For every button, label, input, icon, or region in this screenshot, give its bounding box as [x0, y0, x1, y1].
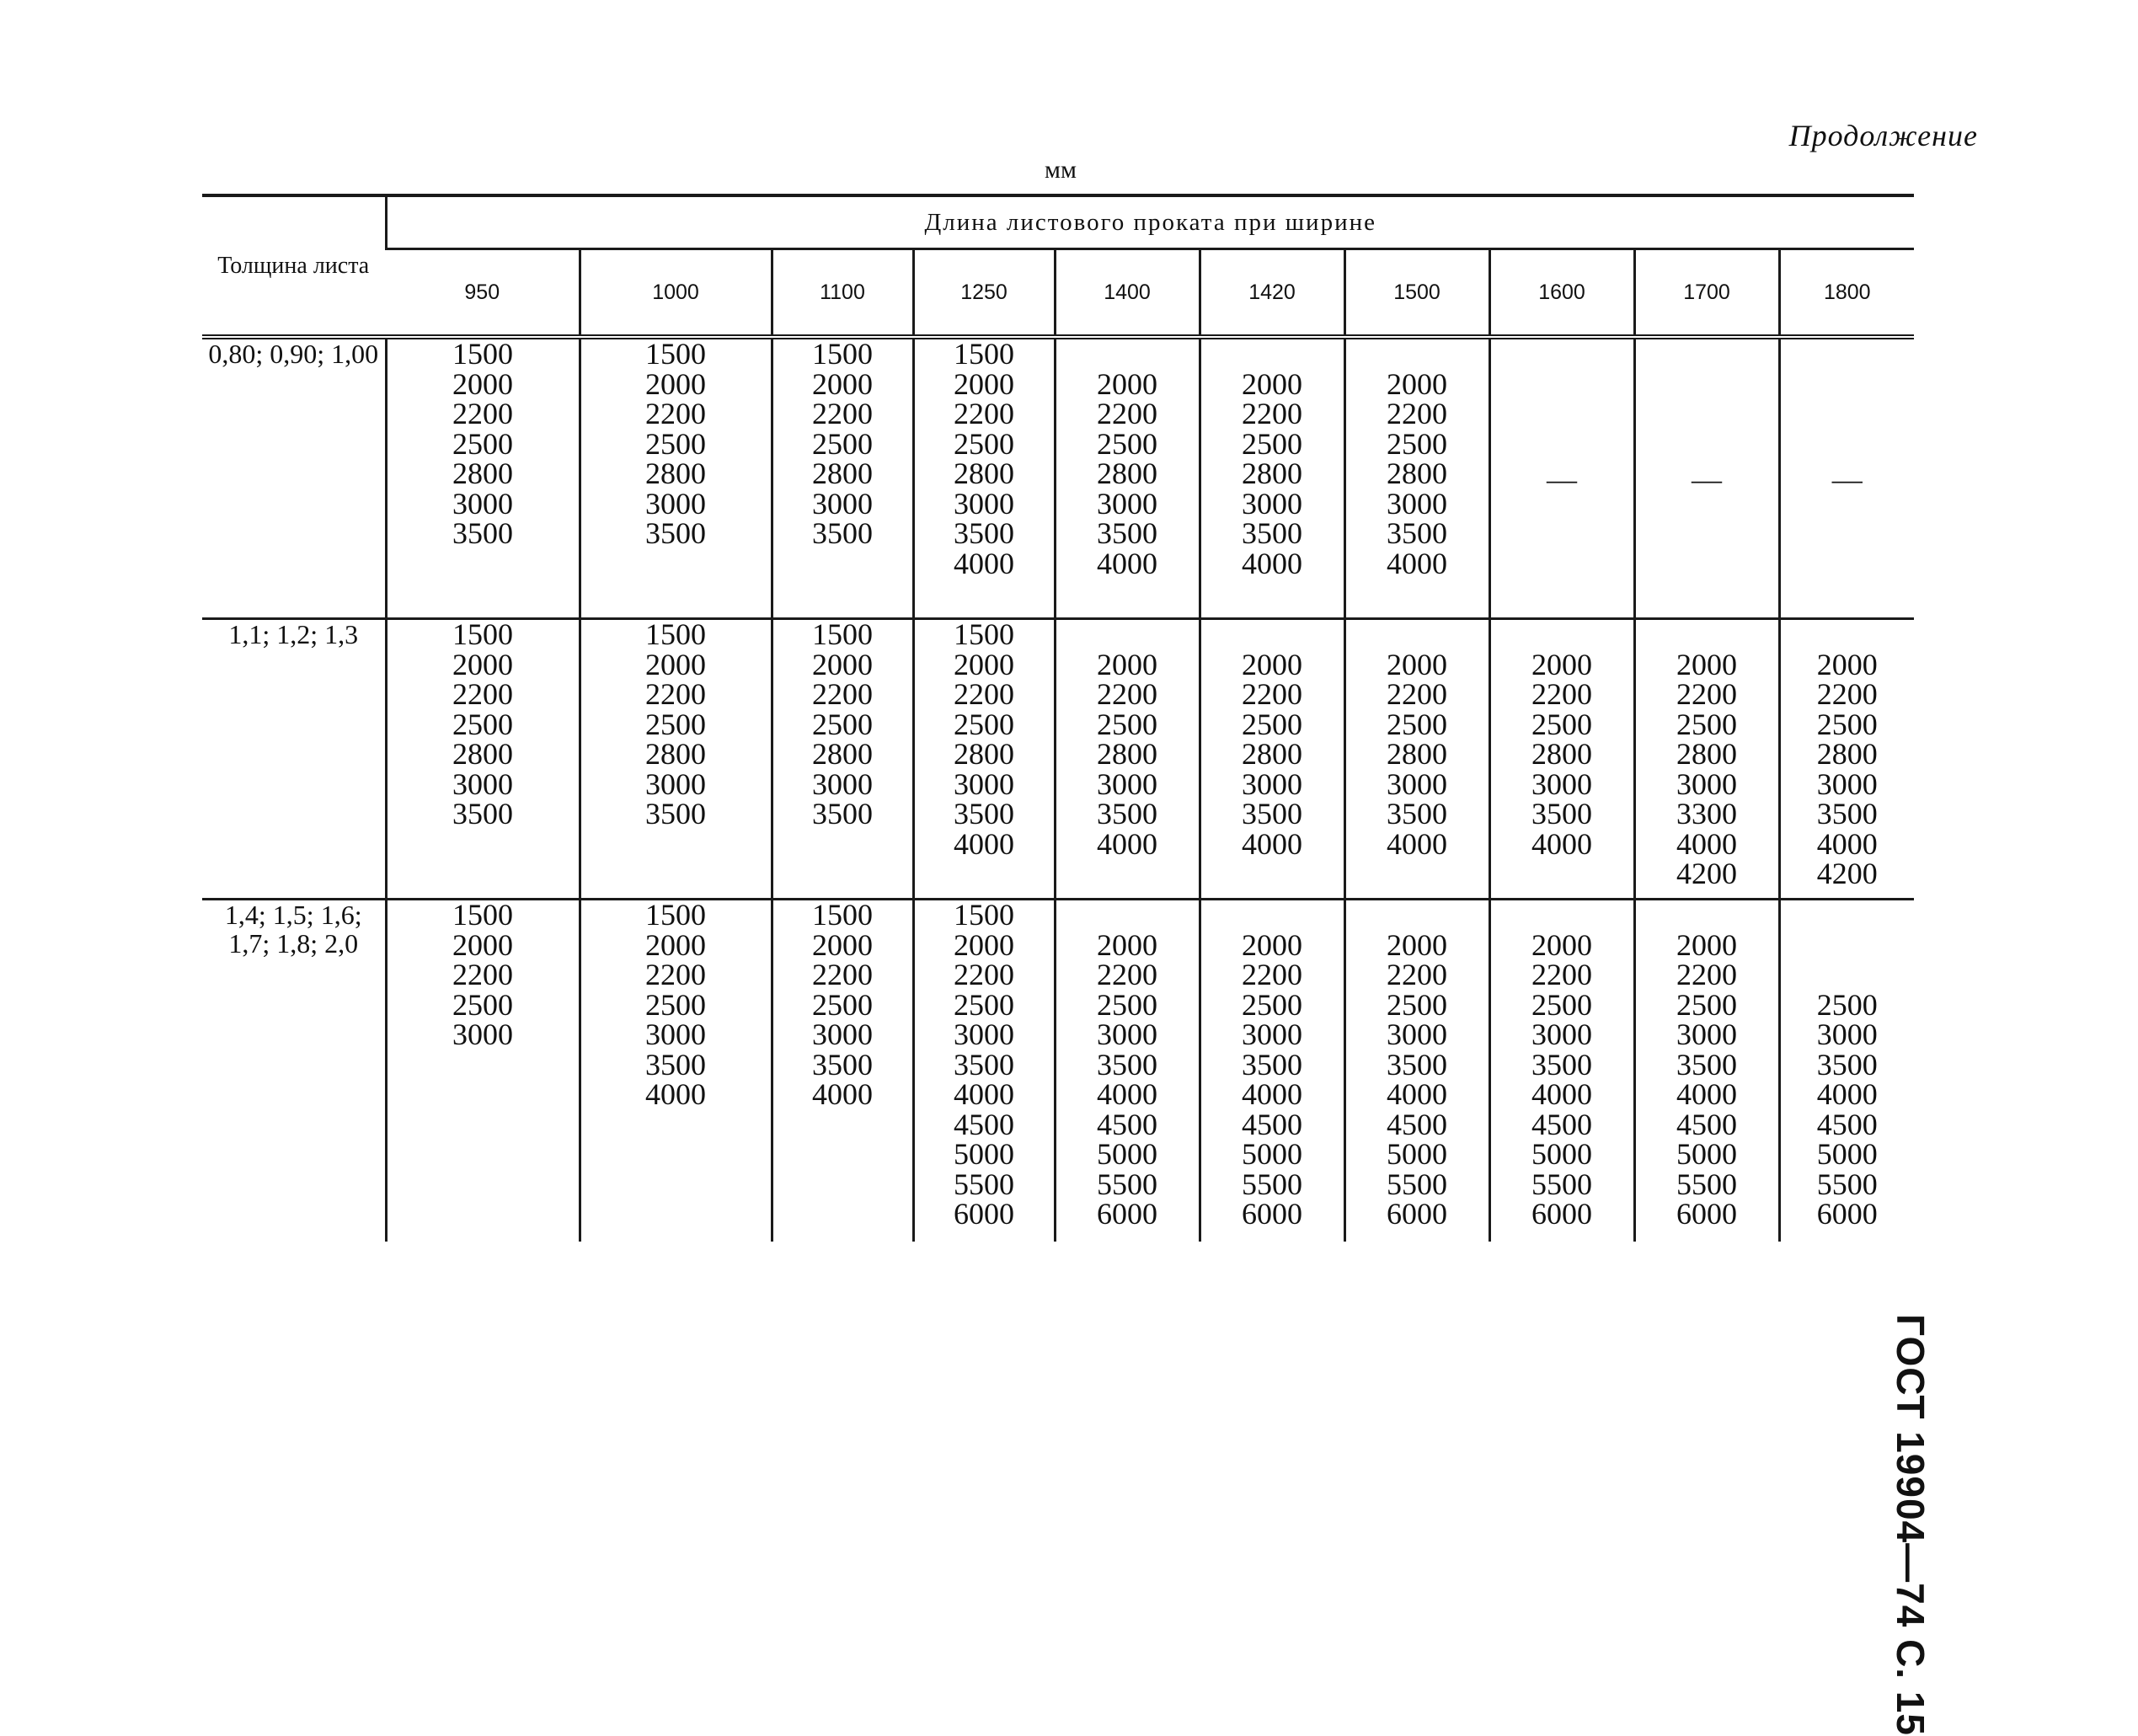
length-value: 2800: [645, 457, 706, 490]
length-value: 2200: [812, 397, 873, 430]
length-value: 1500: [645, 898, 706, 932]
length-value: 2500: [452, 987, 513, 1022]
length-value: 6000: [1242, 1197, 1302, 1231]
length-value: 2000: [954, 366, 1014, 401]
length-value: 3000: [1676, 1018, 1737, 1051]
length-list: [1781, 900, 1915, 1230]
length-value: 2800: [1676, 737, 1737, 771]
length-cell: [1055, 619, 1200, 900]
length-cell: [913, 337, 1055, 619]
length-value: 4500: [1387, 1107, 1447, 1141]
length-value: 4000: [1816, 826, 1878, 861]
length-value: 2000: [452, 366, 513, 401]
length-value: 1500: [645, 617, 706, 651]
document-side-label: ГОСТ 19904—74 С. 15: [1889, 1314, 1932, 1736]
length-value: 3500: [1816, 1047, 1878, 1082]
length-value: 3500: [1242, 516, 1302, 550]
length-value: 3000: [1531, 1018, 1592, 1051]
length-value: 2000: [1387, 927, 1447, 962]
length-value: 3500: [1387, 797, 1447, 831]
length-value: 5000: [1242, 1137, 1302, 1171]
length-value: 5000: [1816, 1137, 1878, 1171]
length-value: 2200: [452, 958, 513, 991]
length-value: 3300: [1676, 797, 1737, 831]
length-value: 2200: [812, 958, 873, 991]
length-cell: [1344, 900, 1489, 1242]
width-header-950: 950: [386, 249, 580, 338]
length-value: 4000: [1242, 546, 1302, 580]
length-value: 2200: [1531, 958, 1592, 991]
length-value: 3500: [812, 797, 873, 831]
length-value: 5500: [1387, 1167, 1447, 1201]
length-value: 3500: [1387, 516, 1447, 550]
length-value: 2200: [452, 397, 513, 430]
length-value: 2500: [452, 426, 513, 461]
length-cell: [1344, 337, 1489, 619]
length-value: 3500: [1097, 797, 1157, 831]
length-value: 4500: [1676, 1107, 1737, 1141]
length-value: 3500: [452, 516, 513, 550]
length-cell: [1634, 619, 1779, 900]
length-value: 2500: [1097, 707, 1157, 741]
length-cell: [1779, 337, 1914, 619]
length-list: [1346, 620, 1489, 859]
length-value: 2800: [645, 737, 706, 771]
length-value: 3500: [1387, 1047, 1447, 1082]
length-value: 3000: [1097, 486, 1157, 521]
length-value: 2000: [645, 647, 706, 681]
length-list: [915, 617, 1054, 861]
length-value: 2500: [954, 707, 1014, 741]
length-value: 2000: [1097, 647, 1157, 681]
length-value: 5000: [1676, 1137, 1737, 1171]
length-cell: [1200, 337, 1344, 619]
length-list: [1491, 900, 1633, 1230]
length-value: 2500: [1097, 987, 1157, 1022]
length-list: [1056, 339, 1199, 579]
length-cell: [386, 337, 580, 619]
table-row: [202, 619, 1914, 900]
length-value: 4000: [1531, 1077, 1592, 1111]
length-value: 2500: [954, 987, 1014, 1022]
length-list: [1781, 620, 1915, 889]
length-value: 4500: [1242, 1107, 1302, 1141]
length-value: 4000: [1097, 546, 1157, 580]
length-list: [1056, 620, 1199, 859]
length-value: 3500: [1097, 516, 1157, 550]
length-value: 3000: [1097, 767, 1157, 801]
length-value: 4500: [1531, 1107, 1592, 1141]
length-value: 3000: [1676, 767, 1737, 801]
length-value: 6000: [1387, 1197, 1447, 1231]
length-cell: [1055, 900, 1200, 1242]
length-cell: [1489, 337, 1634, 619]
length-value: 2500: [1816, 987, 1878, 1022]
length-value: 2500: [1242, 707, 1302, 741]
length-value: 2200: [645, 397, 706, 430]
length-value: 2800: [452, 737, 513, 771]
length-value: 4000: [1676, 1077, 1737, 1111]
length-value: 3500: [1531, 1047, 1592, 1082]
length-list: [1636, 900, 1778, 1230]
length-value: 4000: [954, 1077, 1014, 1111]
length-value: 2000: [1097, 927, 1157, 962]
length-value: 2000: [1387, 366, 1447, 401]
length-value: 4200: [1676, 857, 1737, 890]
length-value: 2200: [954, 958, 1014, 991]
length-value: 2000: [1676, 647, 1737, 681]
width-header-1800: 1800: [1779, 249, 1914, 338]
length-value: 2200: [1387, 958, 1447, 991]
length-value: 3000: [645, 767, 706, 801]
length-value: 2000: [1242, 647, 1302, 681]
length-value: 2200: [1097, 677, 1157, 711]
length-list: [388, 339, 579, 549]
width-header-1700: 1700: [1634, 249, 1779, 338]
length-cell: [772, 337, 913, 619]
length-value: 3000: [954, 767, 1014, 801]
length-value: 3000: [812, 1018, 873, 1051]
length-value: 2200: [645, 677, 706, 711]
length-value: 2500: [812, 707, 873, 741]
length-value: 3500: [1531, 797, 1592, 831]
length-value: 2200: [1387, 397, 1447, 430]
length-value: 2200: [1816, 677, 1878, 711]
length-value: 2000: [645, 927, 706, 962]
length-value: 3000: [1816, 767, 1878, 801]
no-value-dash: —: [1692, 462, 1722, 496]
width-header-1400: 1400: [1055, 249, 1200, 338]
length-value: 2500: [1242, 987, 1302, 1022]
length-value: 3500: [645, 797, 706, 831]
length-cell: [1200, 619, 1344, 900]
length-value: 2200: [1676, 958, 1737, 991]
length-value: 3000: [812, 486, 873, 521]
length-value: 3500: [1676, 1047, 1737, 1082]
length-value: 2500: [1816, 707, 1878, 741]
length-value: 2500: [1676, 707, 1737, 741]
length-value: 2200: [1097, 397, 1157, 430]
length-value: 3000: [954, 1018, 1014, 1051]
length-list: [1201, 339, 1344, 579]
length-value: 4000: [1242, 826, 1302, 861]
length-cell: [1779, 900, 1914, 1242]
length-list: [388, 900, 579, 1050]
length-value: 2000: [954, 647, 1014, 681]
length-value: 4000: [1097, 1077, 1157, 1111]
length-value: 4500: [1816, 1107, 1878, 1141]
length-span-header: Длина листового проката при ширине: [386, 195, 1914, 249]
length-value: 6000: [954, 1197, 1014, 1231]
length-value: 6000: [1676, 1197, 1737, 1231]
length-cell: [913, 900, 1055, 1242]
width-header-1250: 1250: [913, 249, 1055, 338]
length-value: 5000: [954, 1137, 1014, 1171]
length-value: 2200: [954, 677, 1014, 711]
continuation-label: Продолжение: [1788, 119, 1978, 152]
length-value: 2200: [1242, 958, 1302, 991]
length-list: [773, 900, 912, 1110]
length-value: 5500: [954, 1167, 1014, 1201]
length-value: 3500: [645, 1047, 706, 1082]
length-value: 2500: [1531, 987, 1592, 1022]
width-header-1000: 1000: [580, 249, 772, 338]
length-value: 4000: [1816, 1077, 1878, 1111]
length-value: 6000: [1097, 1197, 1157, 1231]
length-cell: [1489, 900, 1634, 1242]
length-value: 3500: [954, 516, 1014, 550]
length-cell: [386, 619, 580, 900]
length-value: 2800: [1816, 737, 1878, 771]
length-value: 2800: [1097, 457, 1157, 490]
length-list: [1491, 620, 1633, 859]
length-value: 2800: [812, 457, 873, 490]
length-value: 2000: [645, 366, 706, 401]
no-value-dash: —: [1831, 462, 1863, 496]
length-list: [1636, 620, 1778, 889]
length-value: 4500: [1097, 1107, 1157, 1141]
length-value: 2000: [954, 927, 1014, 962]
length-value: 4000: [954, 826, 1014, 861]
length-value: 5500: [1097, 1167, 1157, 1201]
length-value: 2500: [645, 426, 706, 461]
length-value: 1500: [812, 898, 873, 932]
length-value: 3000: [812, 767, 873, 801]
length-value: 6000: [1531, 1197, 1592, 1231]
length-cell: [580, 337, 772, 619]
length-value: 1500: [954, 898, 1014, 932]
length-value: 2500: [1387, 426, 1447, 461]
length-value: 5000: [1531, 1137, 1592, 1171]
length-value: 3000: [954, 486, 1014, 521]
length-cell: [913, 619, 1055, 900]
length-value: 1500: [452, 617, 513, 651]
width-header-1600: 1600: [1489, 249, 1634, 338]
length-value: 3000: [1816, 1018, 1878, 1051]
length-value: 3000: [1387, 1018, 1447, 1051]
length-value: 2000: [812, 647, 873, 681]
length-value: 1500: [954, 337, 1014, 371]
length-value: 4500: [954, 1107, 1014, 1141]
length-cell: [1344, 619, 1489, 900]
length-value: 3500: [812, 1047, 873, 1082]
length-value: 3500: [452, 797, 513, 831]
length-list: [1201, 620, 1344, 859]
length-value: 2000: [812, 927, 873, 962]
length-value: 4000: [645, 1077, 706, 1111]
length-value: 2000: [1387, 647, 1447, 681]
length-value: 3000: [1097, 1018, 1157, 1051]
length-value: 5000: [1387, 1137, 1447, 1171]
length-value: 2800: [1387, 737, 1447, 771]
length-value: 2200: [452, 677, 513, 711]
sheet-length-table: [202, 194, 1914, 1242]
length-value: 1500: [452, 898, 513, 932]
length-value: 2200: [1242, 677, 1302, 711]
length-value: 4000: [1242, 1077, 1302, 1111]
length-value: 4000: [1387, 826, 1447, 861]
length-value: 3000: [1242, 767, 1302, 801]
length-value: 2000: [1676, 927, 1737, 962]
length-cell: [1055, 337, 1200, 619]
length-cell: [1634, 900, 1779, 1242]
length-cell: [772, 900, 913, 1242]
table-row: [202, 337, 1914, 619]
length-value: 2800: [954, 457, 1014, 490]
length-value: 2200: [1531, 677, 1592, 711]
length-list: [915, 900, 1054, 1230]
length-value: 3000: [1387, 486, 1447, 521]
length-value: 2200: [812, 677, 873, 711]
length-list: [581, 900, 771, 1110]
length-value: 2000: [452, 927, 513, 962]
length-value: 2000: [1816, 647, 1878, 681]
length-list: [1201, 900, 1344, 1230]
length-cell: [386, 900, 580, 1242]
length-value: 2500: [954, 426, 1014, 461]
length-value: 3000: [645, 486, 706, 521]
length-value: 4000: [1387, 1077, 1447, 1111]
length-value: 3000: [1242, 1018, 1302, 1051]
length-value: 4200: [1816, 857, 1878, 890]
length-value: 3500: [1816, 797, 1878, 831]
length-value: 3000: [452, 1018, 513, 1051]
length-value: 3500: [645, 516, 706, 550]
length-value: 2800: [954, 737, 1014, 771]
table-row: [202, 900, 1914, 1242]
length-value: 4000: [1676, 826, 1737, 861]
length-list: [773, 617, 912, 831]
length-value: 2000: [1242, 366, 1302, 401]
length-cell: [772, 619, 913, 900]
length-list: [581, 617, 771, 831]
length-value: 4000: [812, 1077, 873, 1111]
length-value: 2200: [1387, 677, 1447, 711]
length-value: 2800: [1097, 737, 1157, 771]
length-value: 2200: [1676, 677, 1737, 711]
length-value: 3500: [1242, 1047, 1302, 1082]
length-value: 2500: [1242, 426, 1302, 461]
length-value: 2000: [1242, 927, 1302, 962]
length-value: 2000: [812, 366, 873, 401]
length-value: 2500: [645, 987, 706, 1022]
length-value: 3000: [1531, 767, 1592, 801]
length-list: [915, 339, 1054, 579]
length-value: 2000: [1531, 927, 1592, 962]
length-value: 4000: [1531, 826, 1592, 861]
length-value: 3000: [452, 486, 513, 521]
thickness-cell: 1,1; 1,2; 1,3: [202, 619, 386, 900]
width-header-1100: 1100: [772, 249, 913, 338]
thickness-cell: 1,4; 1,5; 1,6; 1,7; 1,8; 2,0: [224, 900, 362, 959]
length-cell: [1634, 337, 1779, 619]
length-cell: [1779, 619, 1914, 900]
length-value: 2200: [1097, 958, 1157, 991]
length-value: 2500: [1387, 987, 1447, 1022]
length-list: [388, 617, 579, 831]
length-value: 4000: [1097, 826, 1157, 861]
length-value: 2500: [452, 707, 513, 741]
length-value: 2000: [1531, 647, 1592, 681]
length-value: 1500: [645, 337, 706, 371]
length-value: 3500: [954, 797, 1014, 831]
length-cell: [1200, 900, 1344, 1242]
length-list: [773, 339, 912, 549]
width-header-1420: 1420: [1200, 249, 1344, 338]
length-value: 3000: [1387, 767, 1447, 801]
length-value: 2800: [1242, 737, 1302, 771]
length-value: 2800: [452, 457, 513, 490]
length-list: [1346, 900, 1489, 1230]
length-value: 2800: [1387, 457, 1447, 490]
length-value: 2500: [812, 987, 873, 1022]
length-value: 2800: [1242, 457, 1302, 490]
length-value: 2000: [452, 647, 513, 681]
unit-label: мм: [1045, 156, 1077, 184]
length-value: 2200: [645, 958, 706, 991]
thickness-cell: 0,80; 0,90; 1,00: [202, 337, 386, 619]
length-value: 2500: [812, 426, 873, 461]
length-value: 2800: [812, 737, 873, 771]
length-list: [1056, 900, 1199, 1230]
length-value: 3500: [1097, 1047, 1157, 1082]
length-value: 2500: [1531, 707, 1592, 741]
length-value: 4000: [1387, 546, 1447, 580]
length-value: 2200: [1242, 397, 1302, 430]
no-value-dash: —: [1547, 462, 1577, 496]
length-value: 4000: [954, 546, 1014, 580]
length-value: 1500: [452, 337, 513, 371]
length-value: 5500: [1531, 1167, 1592, 1201]
length-cell: [1489, 619, 1634, 900]
length-value: 6000: [1816, 1197, 1878, 1231]
length-value: 5000: [1097, 1137, 1157, 1171]
width-header-1500: 1500: [1344, 249, 1489, 338]
length-value: 3000: [1242, 486, 1302, 521]
length-value: 1500: [812, 617, 873, 651]
length-value: 2500: [645, 707, 706, 741]
length-value: 1500: [954, 617, 1014, 651]
length-value: 3500: [1242, 797, 1302, 831]
thickness-header: Толщина листа: [202, 195, 386, 337]
length-value: 2200: [954, 397, 1014, 430]
length-list: [581, 339, 771, 549]
length-value: 5500: [1676, 1167, 1737, 1201]
length-list: [1346, 339, 1489, 579]
length-cell: [580, 619, 772, 900]
length-cell: [580, 900, 772, 1242]
length-value: 3000: [452, 767, 513, 801]
length-value: 2500: [1676, 987, 1737, 1022]
length-value: 5500: [1242, 1167, 1302, 1201]
length-value: 5500: [1816, 1167, 1878, 1201]
length-value: 1500: [812, 337, 873, 371]
length-value: 2500: [1387, 707, 1447, 741]
length-value: 2000: [1097, 366, 1157, 401]
length-value: 2500: [1097, 426, 1157, 461]
length-value: 3000: [645, 1018, 706, 1051]
length-value: 2800: [1531, 737, 1592, 771]
length-value: 3500: [954, 1047, 1014, 1082]
length-value: 3500: [812, 516, 873, 550]
